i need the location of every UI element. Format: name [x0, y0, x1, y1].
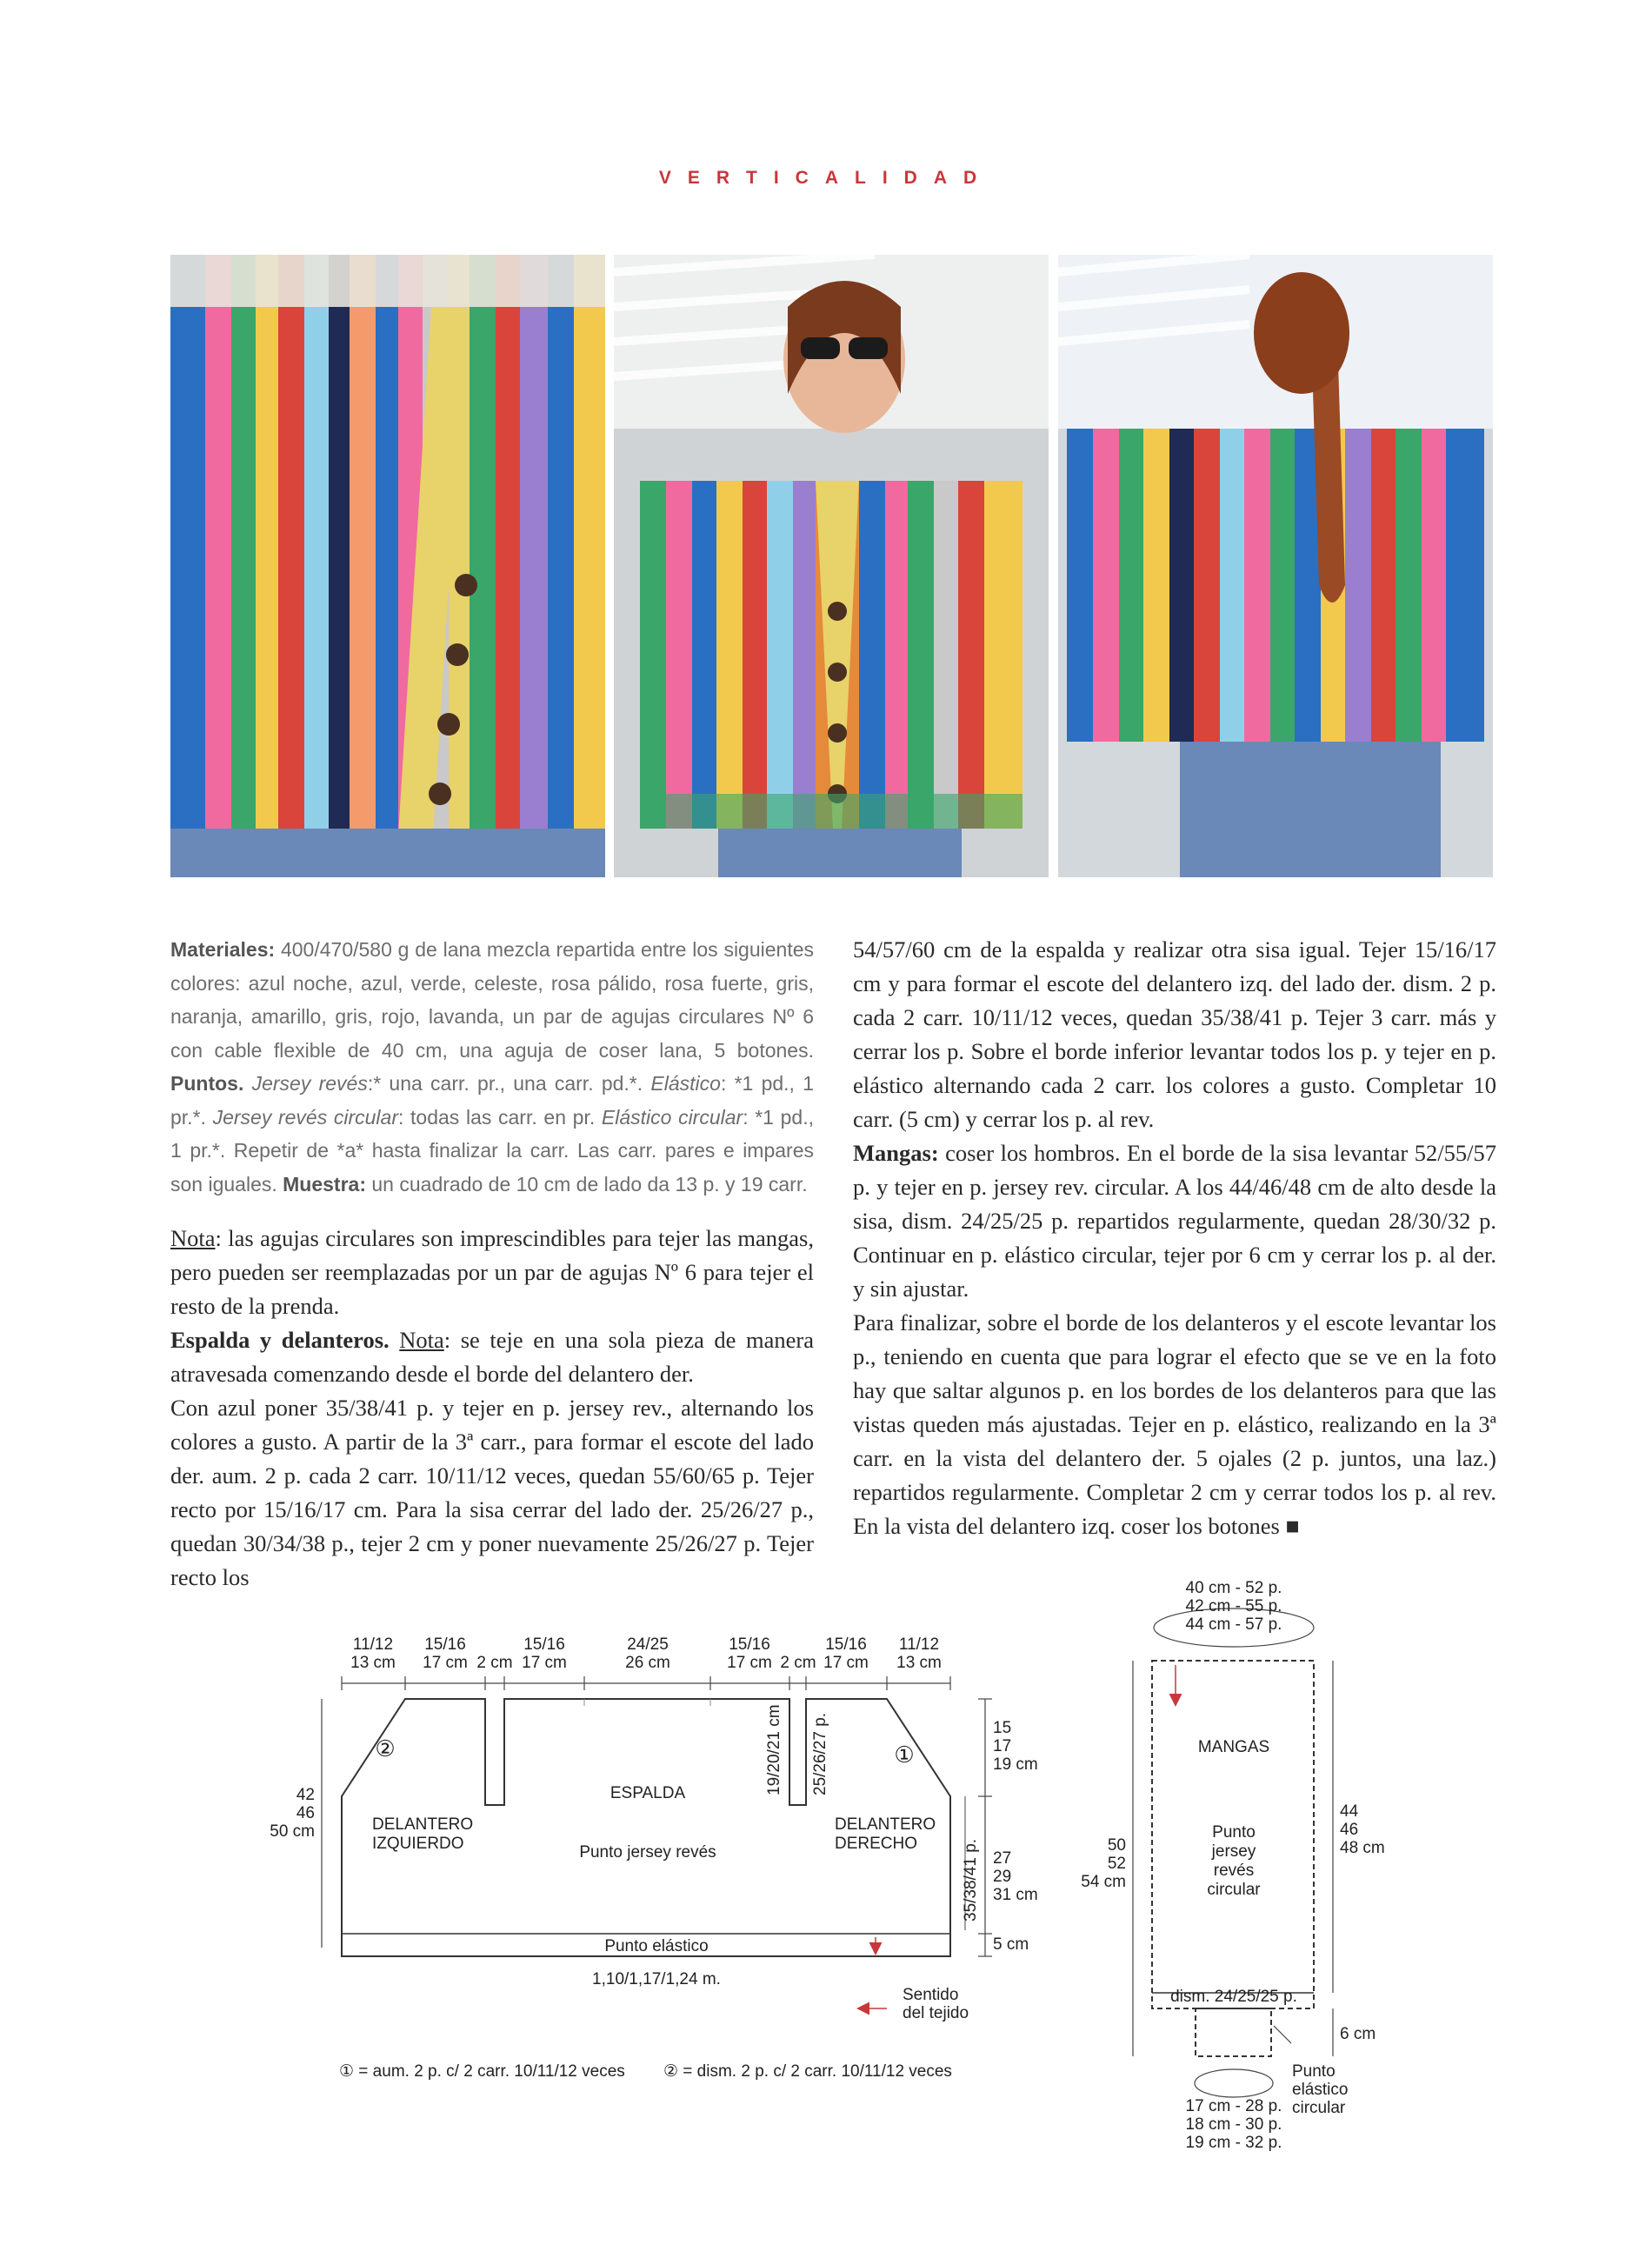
sleeve-cuff-height: 6 cm	[1340, 2025, 1376, 2043]
muestra-label: Muestra:	[283, 1172, 366, 1196]
jersey-reves-text: :* una carr. pr., una carr. pd.*.	[367, 1072, 643, 1095]
sleeve-left-height-1: 52	[1107, 1855, 1126, 1873]
sleeve-right-height-0: 44	[1340, 1802, 1359, 1821]
right-top-1: 17	[993, 1737, 1012, 1755]
section-title: VERTICALIDAD	[658, 168, 994, 188]
muestra-text: un cuadrado de 10 cm de lado da 13 p. y 19 carr.	[371, 1172, 808, 1196]
sleeve-top-2: 44 cm - 57 p.	[1185, 1615, 1282, 1634]
sleeve-cuff-stitch-2: circular	[1292, 2099, 1346, 2117]
right-mid-2: 31 cm	[993, 1886, 1038, 1904]
sleeve-stitch-3: circular	[1207, 1881, 1261, 1899]
legend-2: ② = dism. 2 p. c/ 2 carr. 10/11/12 veces	[663, 2062, 952, 2081]
sleeve-decrease: dism. 24/25/25 p.	[1170, 1988, 1297, 2006]
top-dim-value-8: 11/12	[898, 1635, 940, 1654]
sleeve-bottom-2: 19 cm - 32 p.	[1185, 2134, 1282, 2152]
top-dim-cm-0: 13 cm	[350, 1654, 396, 1672]
sleeve-top-1: 42 cm - 55 p.	[1185, 1597, 1282, 1615]
elastico-text: : *1 pd., 1 pr.*.	[170, 1072, 814, 1129]
top-dim-cm-5: 17 cm	[727, 1654, 772, 1672]
sleeve-right-height-2: 48 cm	[1340, 1839, 1385, 1857]
sleeve-top-0: 40 cm - 52 p.	[1185, 1579, 1282, 1597]
sleeve-bottom-1: 18 cm - 30 p.	[1185, 2115, 1282, 2134]
nota-text: : las agujas circulares son imprescindibles para tejer las mangas, pero pueden ser reemplazadas por un par de agujas Nº 6 para tejer el resto de la prenda.	[170, 1225, 814, 1319]
left-height-0: 42	[296, 1786, 315, 1804]
elastico-label: Elástico	[650, 1072, 721, 1095]
sleeve-stitch-0: Punto	[1212, 1823, 1256, 1842]
top-dim-value-0: 11/12	[352, 1635, 394, 1654]
jersey-circ-label: Jersey revés circular	[212, 1105, 398, 1129]
circle-1-marker: ①	[894, 1742, 915, 1768]
width-label: 1,10/1,17/1,24 m.	[592, 1970, 721, 1988]
nota-label: Nota	[170, 1225, 216, 1251]
right-bottom: 5 cm	[993, 1935, 1029, 1954]
direction-label-2: del tejido	[903, 2004, 969, 2022]
right-top-2: 19 cm	[993, 1755, 1038, 1774]
espalda-label: ESPALDA	[610, 1784, 686, 1802]
sleeve-cuff-stitch-1: elástico	[1292, 2081, 1349, 2099]
sleeve-left-height-0: 50	[1107, 1836, 1126, 1855]
left-height-1: 46	[296, 1804, 315, 1822]
top-dim-value-1: 15/16	[424, 1635, 466, 1654]
direction-label-1: Sentido	[903, 1986, 959, 2004]
espalda-heading: Espalda y delanteros.	[170, 1327, 390, 1353]
sleeve-bottom-0: 17 cm - 28 p.	[1185, 2097, 1282, 2115]
right-top-0: 15	[993, 1719, 1012, 1737]
nota2-label: Nota	[399, 1327, 444, 1353]
delantero-izq-label-2: IZQUIERDO	[372, 1835, 464, 1853]
top-dim-value-7: 15/16	[825, 1635, 867, 1654]
sleeve-left-height-2: 54 cm	[1081, 1873, 1126, 1891]
sleeve-right-height-1: 46	[1340, 1821, 1359, 1839]
cuff-outline	[1196, 2008, 1271, 2056]
materiales-text: 400/470/580 g de lana mezcla repartida entre los siguientes colores: azul noche, azul, verde, celeste, rosa pálido, rosa fuerte, gris, naranja, amarillo, gris, rojo, lavanda, un par de agujas circulares Nº 6 con cable flexible de 40 cm, una aguja de coser lana, 5 botones.	[170, 938, 815, 1062]
legend-1: ① = aum. 2 p. c/ 2 carr. 10/11/12 veces	[339, 2062, 625, 2081]
top-dim-cm-8: 13 cm	[896, 1654, 942, 1672]
sleeve-stitch-1: jersey	[1211, 1842, 1256, 1861]
top-dim-cm-4: 26 cm	[625, 1654, 670, 1672]
top-dim-value-3: 15/16	[523, 1635, 565, 1654]
jersey-circ-text: : todas las carr. en pr.	[398, 1105, 596, 1129]
top-dim-cm-2: 2 cm	[476, 1654, 513, 1672]
top-dim-cm-3: 17 cm	[522, 1654, 567, 1672]
end-mark: ■	[1285, 1513, 1300, 1539]
armhole-cm-label: 19/20/21 cm	[765, 1704, 783, 1795]
ribbing-label: Punto elástico	[604, 1937, 709, 1955]
top-dim-cm-6: 2 cm	[780, 1654, 816, 1672]
left-height-2: 50 cm	[270, 1822, 315, 1841]
elastico-circ-label: Elástico circular	[601, 1105, 743, 1129]
materiales-label: Materiales:	[170, 938, 276, 961]
sleeve-stitch-2: revés	[1213, 1862, 1255, 1880]
espalda-instructions: Con azul poner 35/38/41 p. y tejer en p. jersey rev., alternando los colores a gusto. A partir de la 3ª carr., para formar el escote del lado der. aum. 2 p. cada 2 carr. 10/11/12 veces, quedan 55/60/65 p. Tejer recto por 15/16/17 cm. Para la sisa cerrar del lado der. 25/26/27 p., quedan 30/34/38 p., tejer 2 cm y poner nuevamente 25/26/27 p. Tejer recto los	[170, 1395, 814, 1590]
circle-2-marker: ②	[375, 1735, 396, 1762]
cuff-ellipse	[1195, 2069, 1273, 2097]
top-dim-cm-7: 17 cm	[823, 1654, 869, 1672]
right-mid-0: 27	[993, 1849, 1012, 1868]
sleeve-title: MANGAS	[1197, 1738, 1270, 1756]
mangas-text: coser los hombros. En el borde de la sisa levantar 52/55/57 p. y tejer en p. jersey rev. circular. A los 44/46/48 cm de alto desde la sisa, dism. 24/25/25 p. repartidos regularmente, quedan 28/30/32 p. Continuar en p. elástico circular, tejer por 6 cm y cerrar los p. al der. y sin ajustar.	[853, 1140, 1496, 1302]
delantero-der-label-1: DELANTERO	[835, 1815, 936, 1834]
mangas-label: Mangas:	[853, 1140, 939, 1166]
front-sts-label: 35/38/41 p.	[962, 1838, 980, 1922]
puntos-label: Puntos.	[170, 1072, 244, 1095]
jersey-reves-label: Jersey revés	[251, 1072, 368, 1095]
top-dim-value-5: 15/16	[729, 1635, 770, 1654]
right-mid-1: 29	[993, 1868, 1012, 1886]
top-dim-value-4: 24/25	[627, 1635, 669, 1654]
delantero-der-label-2: DERECHO	[835, 1835, 918, 1853]
top-dim-cm-1: 17 cm	[423, 1654, 468, 1672]
continuation-paragraph: 54/57/60 cm de la espalda y realizar otra sisa igual. Tejer 15/16/17 cm y para formar el escote del delantero izq. del lado der. dism. 2 p. cada 2 carr. 10/11/12 veces, quedan 35/38/41 p. Tejer 3 carr. más y cerrar los p. Sobre el borde inferior levantar todos los p. y tejer en p. elástico alternando cada 2 carr. los colores a gusto. Completar 10 carr. (5 cm) y cerrar los p. al rev.	[853, 936, 1496, 1132]
delantero-izq-label-1: DELANTERO	[372, 1815, 474, 1834]
sleeve-cuff-stitch-0: Punto	[1292, 2062, 1336, 2081]
finishing-text: Para finalizar, sobre el borde de los delanteros y el escote levantar los p., teniendo en cuenta que para lograr el efecto que se ve en la foto hay que saltar algunos p. en los bordes de los delanteros para que las vistas queden más ajustadas. Tejer en p. elástico, realizando en la 3ª carr. en la vista del delantero der. 5 ojales (2 p. juntos, una laz.) repartidos regularmente. Completar 2 cm y cerrar todos los p. al rev. En la vista del delantero izq. coser los botones	[853, 1309, 1496, 1539]
elastico-circ-text: : *1 pd., 1 pr.*. Repetir de *a* hasta finalizar la carr. Las carr. pares e impares son iguales.	[170, 1105, 814, 1196]
armhole-sts-label: 25/26/27 p.	[811, 1712, 829, 1795]
stitch-label: Punto jersey revés	[579, 1843, 716, 1862]
nota2-text: : se teje en una sola pieza de manera atravesada comenzando desde el borde del delantero der.	[170, 1327, 815, 1387]
